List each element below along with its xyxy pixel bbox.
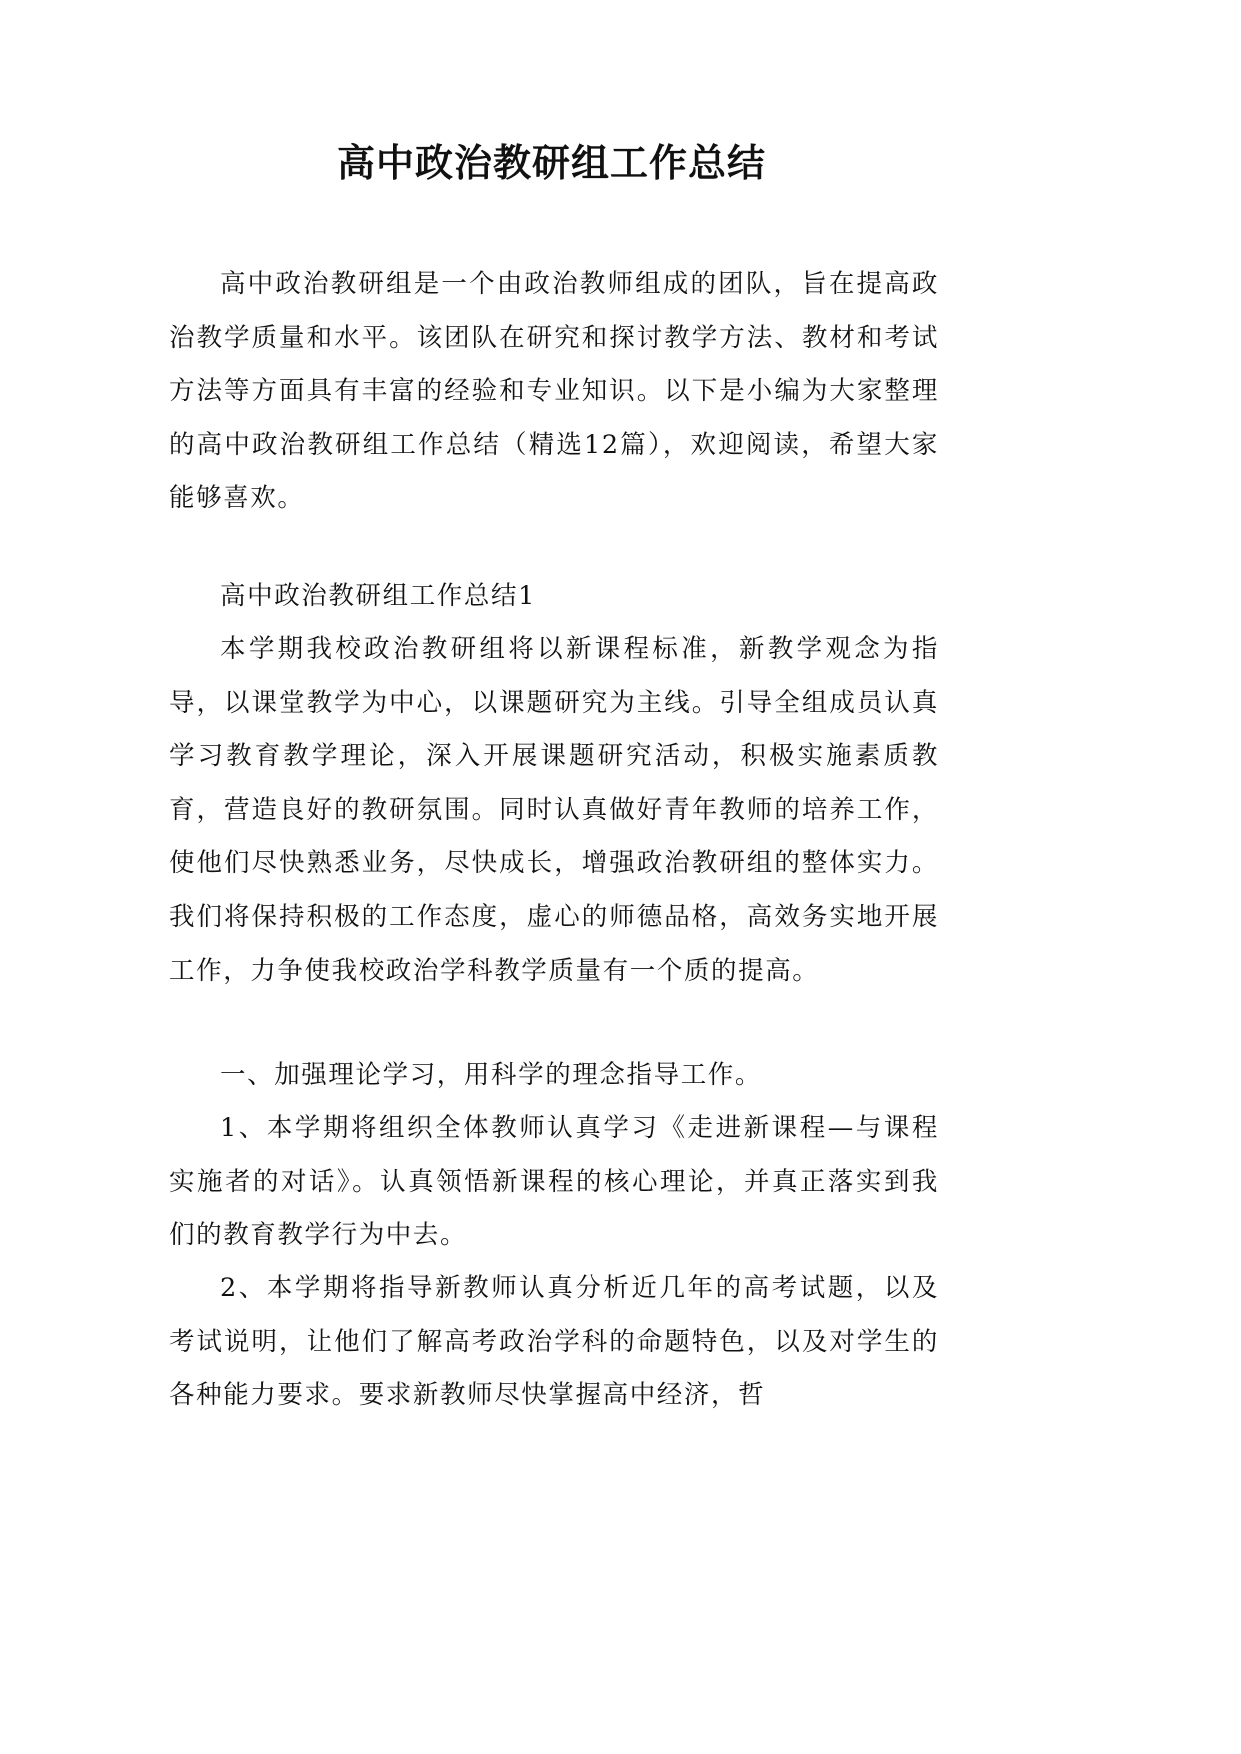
section-paragraph: 本学期我校政治教研组将以新课程标准，新教学观念为指导，以课堂教学为中心，以课题研究为主线。引导全组成员认真学习教育教学理论，深入开展课题研究活动，积极实施素质教育，营造良好的教研氛围。同时认真做好青年教师的培养工作，使他们尽快熟悉业务，尽快成长，增强政治教研组的整体实力。我们将保持积极的工作态度，虚心的师德品格，高效务实地开展工作，力争使我校政治学科教学质量有一个质的提高。 bbox=[169, 634, 939, 986]
section-heading: 高中政治教研组工作总结1 bbox=[220, 581, 536, 611]
section-paragraph: 1、本学期将组织全体教师认真学习《走进新课程—与课程实施者的对话》。认真领悟新课程的核心理论，并真正落实到我们的教育教学行为中去。 bbox=[169, 1113, 939, 1251]
section-paragraph: 2、本学期将指导新教师认真分析近几年的高考试题，以及考试说明，让他们了解高考政治学科的命题特色，以及对学生的各种能力要求。要求新教师尽快掌握高中经济，哲 bbox=[169, 1273, 939, 1411]
document-title: 高中政治教研组工作总结 bbox=[336, 140, 766, 185]
section-subheading: 一、加强理论学习，用科学的理念指导工作。 bbox=[220, 1060, 763, 1090]
intro-paragraph: 高中政治教研组是一个由政治教师组成的团队，旨在提高政治教学质量和水平。该团队在研究和探讨教学方法、教材和考试方法等方面具有丰富的经验和专业知识。以下是小编为大家整理的高中政治教研组工作总结（精选12篇），欢迎阅读，希望大家能够喜欢。 bbox=[169, 269, 939, 514]
